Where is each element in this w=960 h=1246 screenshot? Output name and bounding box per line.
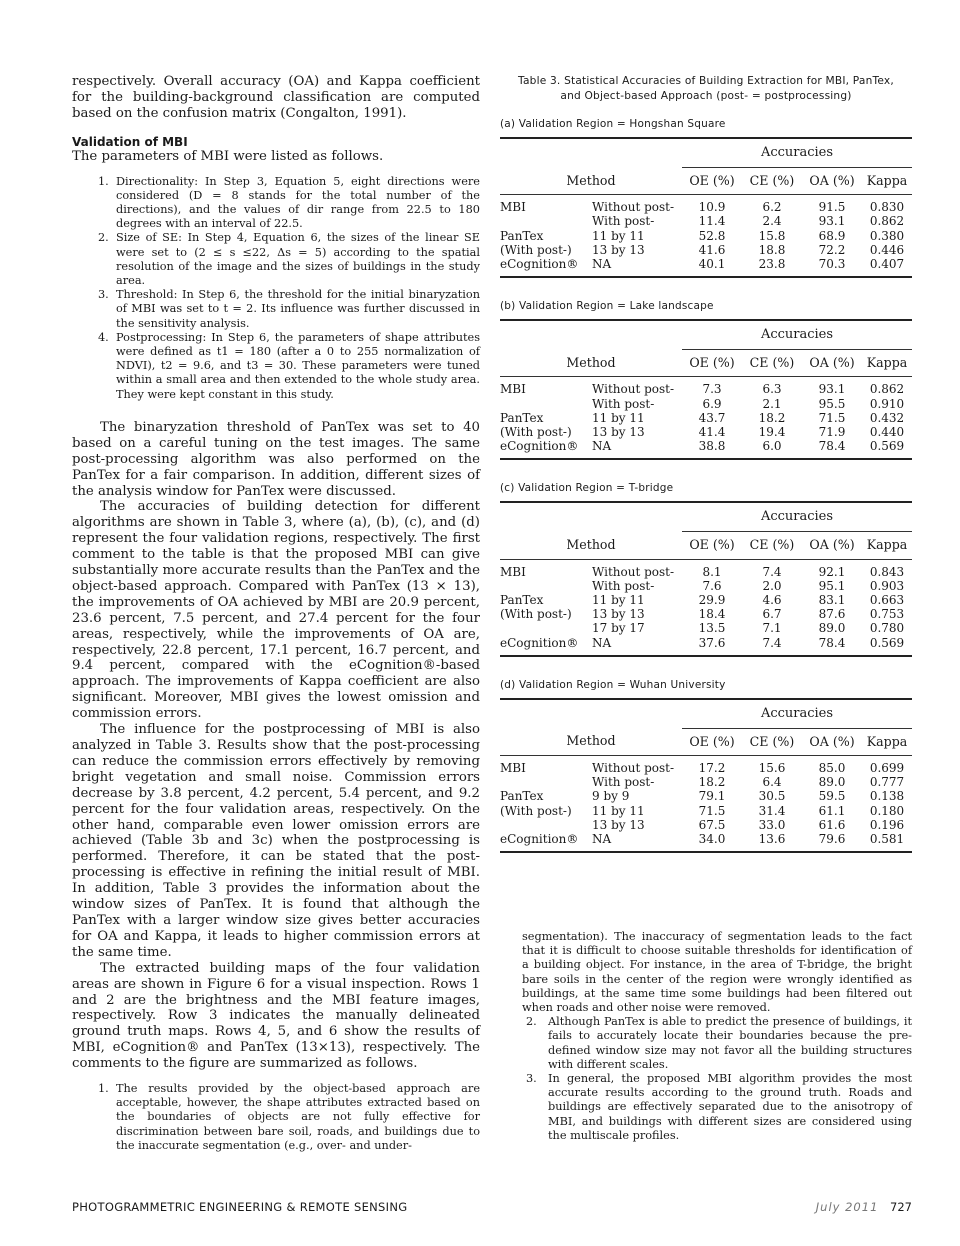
- cell-oe: 18.2: [698, 775, 726, 790]
- cell-setting: Without post-: [592, 564, 675, 579]
- cell-ce: 33.0: [758, 817, 786, 832]
- cell-ce: 6.3: [762, 382, 782, 397]
- cell-oa: 70.3: [802, 257, 862, 277]
- cell-oe: 13.5: [698, 621, 726, 636]
- cell-setting: Without post-: [592, 382, 675, 397]
- cell-method: eCognition®: [500, 439, 592, 459]
- subtable-title: (d) Validation Region = Wuhan University: [500, 678, 726, 691]
- cell-method: [500, 579, 592, 593]
- header-ce: CE (%): [742, 728, 802, 755]
- header-ce: CE (%): [742, 350, 802, 377]
- table-row: [500, 559, 912, 579]
- cell-ce: 6.7: [762, 607, 782, 622]
- cell-oe: 18.4: [698, 607, 726, 622]
- footer-journal: PHOTOGRAMMETRIC ENGINEERING & REMOTE SENSING: [72, 1200, 408, 1214]
- cell-setting: 11 by 11: [592, 803, 645, 818]
- cell-kappa: 0.753: [869, 607, 905, 622]
- cell-oe: 52.8: [698, 228, 726, 243]
- cell-ce: 18.2: [758, 410, 786, 425]
- cell-oe: 29.9: [698, 593, 726, 608]
- right-column-text: [522, 930, 912, 1143]
- cell-kappa: 0.569: [862, 439, 912, 459]
- cell-ce: 4.6: [762, 593, 782, 608]
- table-row: [500, 377, 912, 397]
- cell-method: PanTex: [500, 410, 544, 425]
- cell-method: [500, 214, 592, 228]
- header-accuracies: Accuracies: [682, 699, 912, 729]
- header-method: Method: [500, 350, 682, 377]
- header-accuracies: Accuracies: [682, 502, 912, 532]
- cell-setting: 17 by 17: [592, 621, 645, 636]
- cell-kappa: 0.862: [869, 382, 905, 397]
- cell-method: PanTex: [500, 593, 544, 608]
- cell-method: (With post-): [500, 242, 572, 257]
- table-row: [500, 789, 912, 803]
- table-row: [500, 756, 912, 776]
- cell-method: eCognition®: [500, 832, 592, 852]
- header-method: Method: [500, 168, 682, 195]
- cell-oe: 71.5: [698, 803, 726, 818]
- cell-setting: 9 by 9: [592, 789, 630, 804]
- header-oe: OE (%): [682, 168, 742, 195]
- cell-setting: 13 by 13: [592, 817, 645, 832]
- table-row: [500, 607, 912, 621]
- cell-ce: 15.6: [758, 761, 786, 776]
- header-oe: OE (%): [682, 728, 742, 755]
- cell-kappa: 0.910: [869, 396, 905, 411]
- list-item: 1. Directionality: In Step 3, Equation 5, eight directions were considered (D = 8 stands for the total number of the directions), and the values of dir range from 22.5 to 180 degrees with an interval of 22.5.: [98, 174, 480, 231]
- accuracy-table: [500, 319, 912, 460]
- cell-oa: 91.5: [818, 200, 846, 215]
- cell-oa: 68.9: [818, 228, 846, 243]
- cell-kappa: 0.380: [869, 228, 905, 243]
- cell-oe: 7.3: [702, 382, 722, 397]
- cell-method: PanTex: [500, 228, 544, 243]
- header-kappa: Kappa: [862, 168, 912, 195]
- cell-kappa: 0.569: [862, 636, 912, 656]
- cell-oe: 34.0: [682, 832, 742, 852]
- table-row: [500, 621, 912, 635]
- cell-oe: 79.1: [698, 789, 726, 804]
- intro-paragraph: respectively. Overall accuracy (OA) and Kappa coefficient for the building-background classification are computed based on the confusion matrix (Congalton, 1991).: [72, 74, 480, 121]
- table-row: [500, 397, 912, 411]
- cell-method: PanTex: [500, 789, 544, 804]
- cell-oe: 41.4: [698, 425, 726, 440]
- cell-method: (With post-): [500, 425, 572, 440]
- cell-kappa: 0.903: [869, 578, 905, 593]
- cell-oa: 93.1: [818, 214, 846, 229]
- table-row: [500, 229, 912, 243]
- cell-method: [500, 621, 592, 635]
- cell-oa: 71.5: [818, 410, 846, 425]
- header-accuracies: Accuracies: [682, 320, 912, 350]
- section-heading: Validation of MBI: [72, 134, 188, 149]
- table-row: [500, 832, 912, 852]
- footer-date: July 2011: [815, 1200, 879, 1214]
- header-oe: OE (%): [682, 350, 742, 377]
- cell-oe: 11.4: [698, 214, 726, 229]
- cell-oa: 89.0: [818, 621, 846, 636]
- table-row: [500, 593, 912, 607]
- table-row: [500, 195, 912, 215]
- cell-setting: With post-: [592, 214, 655, 229]
- header-accuracies: Accuracies: [682, 138, 912, 168]
- cell-oa: 87.6: [818, 607, 846, 622]
- comment-list: [90, 1082, 480, 1153]
- header-oa: OA (%): [802, 728, 862, 755]
- cell-ce: 2.0: [762, 578, 782, 593]
- header-oa: OA (%): [802, 350, 862, 377]
- table-row: [500, 214, 912, 228]
- cell-ce: 31.4: [758, 803, 786, 818]
- body-paragraph: The accuracies of building detection for different algorithms are shown in Table 3, where (a), (b), (c), and (d) represent the four validation regions, respectively. The first comment to the table is that the proposed MBI can give substantially more accurate results than the PanTex and the object-based approach. Compared with PanTex (13 × 13), the improvements of OA achieved by MBI are 20.9 percent, 23.6 percent, 7.5 percent, and 27.4 percent for the four areas, respectively, while the improvements of OA are, respectively, 22.8 percent, 17.1 percent, 16.7 percent, and 9.4 percent, compared with the eCognition®-based approach. The improvements of Kappa coefficient are also significant. Moreover, MBI gives the lowest omission and commission errors.: [72, 499, 480, 722]
- table-row: [500, 804, 912, 818]
- params-intro: The parameters of MBI were listed as follows.: [72, 148, 384, 164]
- left-column: [72, 74, 480, 1153]
- accuracy-table: [500, 698, 912, 853]
- cell-kappa: 0.446: [869, 242, 905, 257]
- cell-oa: 79.6: [802, 832, 862, 852]
- cell-kappa: 0.180: [869, 803, 905, 818]
- cell-method: [500, 775, 592, 789]
- header-oa: OA (%): [802, 532, 862, 559]
- cell-ce: 2.4: [762, 214, 782, 229]
- accuracy-table: [500, 137, 912, 278]
- table-row: [500, 425, 912, 439]
- cell-oa: 61.6: [818, 817, 846, 832]
- cell-oe: 10.9: [698, 200, 726, 215]
- body-paragraph: The extracted building maps of the four validation areas are shown in Figure 6 for a visual inspection. Rows 1 and 2 are the brightness and the MBI feature images, respectively. Row 3 indicates the manually delineated ground truth maps. Rows 4, 5, and 6 show the results of MBI, eCognition® and PanTex (13×13), respectively. The comments to the figure are summarized as follows.: [72, 960, 480, 1072]
- cell-kappa: 0.196: [869, 817, 905, 832]
- table-row: [500, 243, 912, 257]
- cell-oe: 8.1: [702, 564, 722, 579]
- cell-oa: 59.5: [818, 789, 846, 804]
- cell-method: [500, 818, 592, 832]
- subtable-title: (b) Validation Region = Lake landscape: [500, 300, 714, 313]
- header-method: Method: [500, 728, 682, 755]
- table-row: [500, 775, 912, 789]
- comment-list-continued: [522, 1015, 912, 1143]
- body-paragraph: The influence for the postprocessing of MBI is also analyzed in Table 3. Results show that the post-processing can reduce the commission errors effectively by removing bright vegetation and small noise. Commission errors decrease by 3.8 percent, 4.2 percent, 5.4 percent, and 9.2 percent for the four validation areas, respectively. On the other hand, comparable even lower omission errors are achieved (Table 3b and 3c) when the postprocessing is performed. Therefore, it can be stated that the post-processing is effective in refining the initial result of MBI. In addition, Table 3 provides the information about the window sizes of PanTex. It is found that although the PanTex with a larger window size gives better accuracies for OA and Kappa, it leads to higher commission errors at the same time.: [72, 722, 480, 960]
- cell-oa: 78.4: [802, 439, 862, 459]
- cell-kappa: 0.830: [869, 200, 905, 215]
- cell-method: eCognition®: [500, 257, 592, 277]
- cell-setting: NA: [592, 439, 682, 459]
- header-method: Method: [500, 532, 682, 559]
- footer-page-info: [816, 1200, 912, 1214]
- continuation-paragraph: segmentation). The inaccuracy of segmentation leads to the fact that it is difficult to choose suitable thresholds for identification of a building object. For instance, in the area of T-bridge, the bright bare soils in the center of the region were wrongly identified as buildings, at the same time some buildings had been filtered out when roads and other noise were removed.: [522, 930, 912, 1015]
- cell-oa: 95.1: [818, 578, 846, 593]
- cell-method: [500, 397, 592, 411]
- header-ce: CE (%): [742, 168, 802, 195]
- cell-ce: 23.8: [742, 257, 802, 277]
- table-row: [500, 636, 912, 656]
- cell-kappa: 0.581: [862, 832, 912, 852]
- cell-ce: 19.4: [758, 425, 786, 440]
- cell-setting: With post-: [592, 775, 655, 790]
- cell-oa: 83.1: [818, 593, 846, 608]
- cell-setting: 11 by 11: [592, 593, 645, 608]
- cell-oa: 78.4: [802, 636, 862, 656]
- cell-setting: NA: [592, 832, 682, 852]
- cell-ce: 7.1: [762, 621, 782, 636]
- list-item: 3. Threshold: In Step 6, the threshold for the initial binaryzation of MBI was set to t = 2. Its influence was further discussed in the sensitivity analysis.: [98, 288, 480, 330]
- cell-method: eCognition®: [500, 636, 592, 656]
- cell-oe: 38.8: [682, 439, 742, 459]
- header-kappa: Kappa: [862, 350, 912, 377]
- table-row: [500, 439, 912, 459]
- cell-setting: 13 by 13: [592, 607, 645, 622]
- cell-oa: 92.1: [818, 564, 846, 579]
- list-item: 2. Although PanTex is able to predict the presence of buildings, it fails to accurately locate their boundaries because the pre-defined window size may not favor all the building structures with different scales.: [526, 1015, 912, 1071]
- cell-ce: 2.1: [762, 396, 782, 411]
- header-oe: OE (%): [682, 532, 742, 559]
- cell-oe: 17.2: [698, 761, 726, 776]
- cell-method: MBI: [500, 200, 526, 215]
- cell-ce: 7.4: [742, 636, 802, 656]
- cell-oe: 40.1: [682, 257, 742, 277]
- cell-setting: With post-: [592, 578, 655, 593]
- cell-setting: Without post-: [592, 761, 675, 776]
- cell-oa: 61.1: [818, 803, 846, 818]
- cell-kappa: 0.138: [869, 789, 905, 804]
- cell-ce: 18.8: [758, 242, 786, 257]
- cell-ce: 30.5: [758, 789, 786, 804]
- cell-setting: 13 by 13: [592, 242, 645, 257]
- cell-oa: 93.1: [818, 382, 846, 397]
- cell-oa: 95.5: [818, 396, 846, 411]
- table-row: [500, 579, 912, 593]
- cell-setting: NA: [592, 636, 682, 656]
- header-kappa: Kappa: [862, 728, 912, 755]
- cell-setting: Without post-: [592, 200, 675, 215]
- cell-oa: 72.2: [818, 242, 846, 257]
- cell-oe: 37.6: [682, 636, 742, 656]
- cell-kappa: 0.777: [869, 775, 905, 790]
- header-ce: CE (%): [742, 532, 802, 559]
- cell-oe: 41.6: [698, 242, 726, 257]
- cell-ce: 7.4: [762, 564, 782, 579]
- list-item: 2. Size of SE: In Step 4, Equation 6, the sizes of the linear SE were set to (2 ≤ s ≤22, Δs = 5) according to the spatial resolution of the image and the sizes of buildings in the study area.: [98, 231, 480, 288]
- cell-kappa: 0.843: [869, 564, 905, 579]
- table-3: [500, 74, 912, 853]
- cell-oa: 89.0: [818, 775, 846, 790]
- cell-method: MBI: [500, 564, 526, 579]
- table-row: [500, 411, 912, 425]
- list-item: 1. The results provided by the object-based approach are acceptable, however, the shape attributes extracted based on the boundaries of objects are not fully effective for discrimination between bare soil, roads, and buildings due to the inaccurate segmentation (e.g., over- and under-: [98, 1082, 480, 1152]
- header-oa: OA (%): [802, 168, 862, 195]
- subtable-title: (a) Validation Region = Hongshan Square: [500, 118, 726, 130]
- cell-kappa: 0.663: [869, 593, 905, 608]
- cell-ce: 6.0: [742, 439, 802, 459]
- cell-setting: With post-: [592, 396, 655, 411]
- table-row: [500, 818, 912, 832]
- cell-kappa: 0.407: [862, 257, 912, 277]
- cell-oa: 85.0: [818, 761, 846, 776]
- cell-kappa: 0.432: [869, 410, 905, 425]
- cell-ce: 6.4: [762, 775, 782, 790]
- cell-setting: 11 by 11: [592, 228, 645, 243]
- subtable-title: (c) Validation Region = T-bridge: [500, 482, 674, 495]
- list-item: 3. In general, the proposed MBI algorithm provides the most accurate results according to the ground truth. Roads and buildings are effectively separated due to the anisotropy of MBI, and buildings with different sizes are considered using the multiscale profiles.: [526, 1072, 912, 1142]
- cell-kappa: 0.780: [869, 621, 905, 636]
- cell-setting: 13 by 13: [592, 425, 645, 440]
- cell-kappa: 0.862: [869, 214, 905, 229]
- body-paragraph: The binaryzation threshold of PanTex was set to 40 based on a careful tuning on the test images. The same post-processing algorithm was also performed on the PanTex for a fair comparison. In addition, different sizes of the analysis window for PanTex were discussed.: [72, 419, 480, 499]
- table-row: [500, 257, 912, 277]
- header-kappa: Kappa: [862, 532, 912, 559]
- cell-kappa: 0.440: [869, 425, 905, 440]
- page-number: 727: [890, 1200, 912, 1214]
- cell-oe: 67.5: [698, 817, 726, 832]
- cell-method: MBI: [500, 761, 526, 776]
- table-caption: Table 3. Statistical Accuracies of Building Extraction for MBI, PanTex, and Object-based Approach (post- = postprocessing): [518, 75, 894, 102]
- cell-ce: 13.6: [742, 832, 802, 852]
- cell-oe: 7.6: [702, 578, 722, 593]
- cell-method: (With post-): [500, 803, 572, 818]
- cell-setting: NA: [592, 257, 682, 277]
- cell-method: MBI: [500, 382, 526, 397]
- cell-ce: 15.8: [758, 228, 786, 243]
- cell-oe: 43.7: [698, 410, 726, 425]
- cell-oa: 71.9: [818, 425, 846, 440]
- parameter-list: [90, 175, 480, 402]
- accuracy-table: [500, 501, 912, 656]
- cell-oe: 6.9: [702, 396, 722, 411]
- cell-kappa: 0.699: [869, 761, 905, 776]
- cell-method: (With post-): [500, 607, 572, 622]
- cell-setting: 11 by 11: [592, 410, 645, 425]
- list-item: 4. Postprocessing: In Step 6, the parameters of shape attributes were defined as t1 = 180 (after a 0 to 255 normalization of NDVI), t2 = 9.6, and t3 = 30. These parameters were tuned within a small area and then extended to the whole study area. They were kept constant in this study.: [98, 330, 480, 401]
- cell-ce: 6.2: [762, 200, 782, 215]
